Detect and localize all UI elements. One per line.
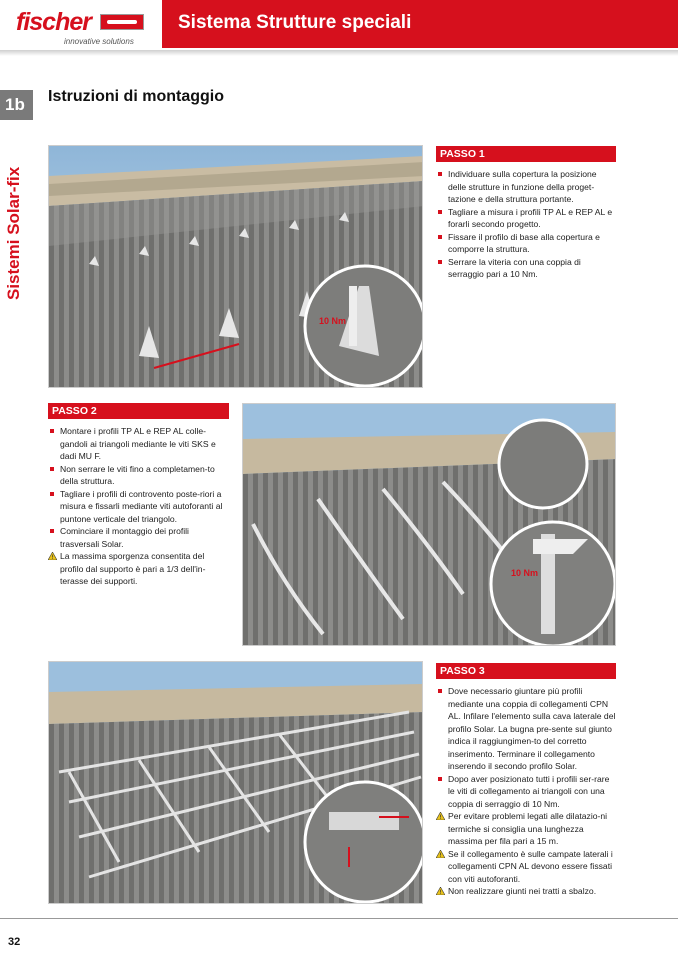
- bullet-icon: [50, 492, 54, 496]
- step-1-item: Individuare sulla copertura la posizione delle strutture in funzione della proget-tazione e della struttura portante.: [436, 168, 616, 206]
- photo-step-1: [48, 145, 423, 388]
- bullet-icon: [438, 210, 442, 214]
- warning-icon: [436, 850, 445, 858]
- step-1-title: PASSO 1: [436, 146, 616, 162]
- bullet-icon: [438, 260, 442, 264]
- page-header: [0, 0, 678, 52]
- step-2-warning: La massima sporgenza consentita del profilo dal supporto è pari a 1/3 dell'in-terasse dei supporti.: [48, 550, 229, 588]
- step-1-item: Tagliare a misura i profili TP AL e REP AL e forarli secondo progetto.: [436, 206, 616, 231]
- section-title: Sistema Strutture speciali: [178, 12, 412, 33]
- page-title: Istruzioni di montaggio: [48, 88, 224, 105]
- step-2-title: PASSO 2: [48, 403, 229, 419]
- step-1-list: [436, 168, 616, 281]
- step-3: [436, 663, 616, 898]
- bullet-icon: [50, 529, 54, 533]
- bullet-icon: [438, 689, 442, 693]
- photo-step-2: [242, 403, 616, 646]
- step-3-item: Dove necessario giuntare più profili mediante una coppia di collegamenti CPN AL. Infilare l'elemento sulla cava laterale del profilo Solar. La bugna pre-sente sul giunto indica il raggiungimen-to del corretto inserimento. Terminare il collegamento inserendo il secondo profilo Solar.: [436, 685, 616, 773]
- warning-icon: [436, 887, 445, 895]
- step-1-item: Serrare la viteria con una coppia di serraggio pari a 10 Nm.: [436, 256, 616, 281]
- step-2: [48, 403, 229, 588]
- chapter-tab-label: 1b: [5, 95, 25, 114]
- step-3-item: Dopo aver posizionato tutti i profili ser-rare le viti di collegamento ai triangoli con una coppia di serraggio di 10 Nm.: [436, 773, 616, 811]
- step-2-list: [48, 425, 229, 588]
- step-3-list: [436, 685, 616, 898]
- brand-mark-icon: [100, 14, 144, 30]
- bullet-icon: [50, 429, 54, 433]
- torque-label-2: 10 Nm: [511, 568, 539, 578]
- step-1-item: Fissare il profilo di base alla copertura e comporre la struttura.: [436, 231, 616, 256]
- step-3-warning: Non realizzare giunti nei tratti a sbalzo.: [436, 885, 616, 898]
- torque-label-1: 10 Nm: [319, 316, 347, 326]
- bullet-icon: [438, 235, 442, 239]
- bullet-icon: [438, 172, 442, 176]
- step-2-item: Montare i profili TP AL e REP AL colle-gandoli ai triangoli mediante le viti SKS e dadi MU F.: [48, 425, 229, 463]
- step-3-title: PASSO 3: [436, 663, 616, 679]
- header-band: [162, 0, 678, 48]
- page-number: 32: [8, 936, 21, 948]
- step-3-warning: Se il collegamento è sulle campate laterali i collegamenti CPN AL devono essere fissati con viti autoforanti.: [436, 848, 616, 886]
- step-1: [436, 146, 616, 281]
- bullet-icon: [438, 777, 442, 781]
- step-2-item: Tagliare i profili di controvento poste-riori a misura e fissarli mediante viti autoforanti al puntone verticale del triangolo.: [48, 488, 229, 526]
- step-3-warning: Per evitare problemi legati alle dilatazio-ni termiche si consiglia una lunghezza massima per fila pari a 15 m.: [436, 810, 616, 848]
- photo-step-3: [48, 661, 423, 904]
- footer-rule: [0, 918, 678, 919]
- brand-tagline: innovative solutions: [64, 37, 134, 46]
- warning-icon: [48, 552, 57, 560]
- bullet-icon: [50, 467, 54, 471]
- step-2-item: Cominciare il montaggio dei profili trasversali Solar.: [48, 525, 229, 550]
- warning-icon: [436, 812, 445, 820]
- chapter-side-label: Sistemi Solar-fix: [4, 166, 23, 300]
- chapter-tab: [0, 90, 33, 120]
- step-2-item: Non serrare le viti fino a completamen-to della struttura.: [48, 463, 229, 488]
- header-shadow: [0, 50, 678, 56]
- brand-name: fischer: [16, 8, 91, 36]
